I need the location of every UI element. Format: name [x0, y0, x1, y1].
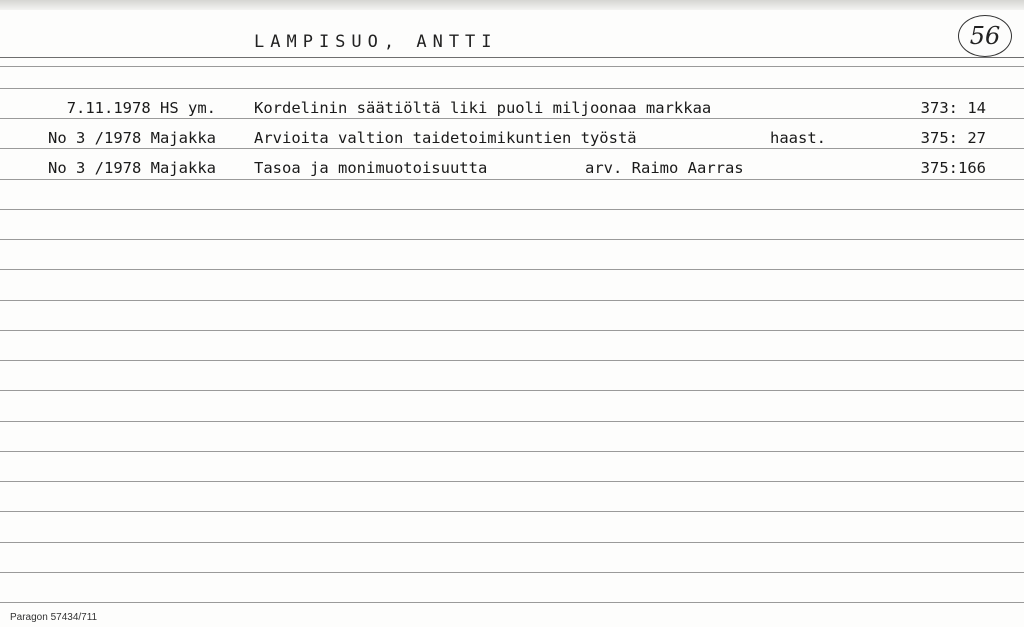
ruled-line: [0, 481, 1024, 482]
card-name: LAMPISUO, ANTTI: [254, 32, 498, 52]
entry-ref: 373: 14: [920, 99, 986, 117]
entry-row: [0, 99, 1024, 125]
ruled-line: [0, 269, 1024, 270]
ruled-line: [0, 421, 1024, 422]
ruled-line: [0, 66, 1024, 67]
ruled-line: [0, 511, 1024, 512]
entry-row: [0, 159, 1024, 185]
ruled-line: [0, 602, 1024, 603]
entry-source: No 3 /1978 Majakka: [48, 129, 216, 147]
ruled-line: [0, 542, 1024, 543]
ruled-line: [0, 390, 1024, 391]
entry-note: haast.: [770, 129, 826, 147]
entry-ref: 375: 27: [920, 129, 986, 147]
entry-source: 7.11.1978 HS ym.: [66, 99, 216, 117]
ruled-line: [0, 209, 1024, 210]
entry-ref: 375:166: [920, 159, 986, 177]
entry-source: No 3 /1978 Majakka: [48, 159, 216, 177]
card-top-edge: [0, 0, 1024, 10]
ruled-line: [0, 239, 1024, 240]
ruled-line: [0, 300, 1024, 301]
ruled-line: [0, 451, 1024, 452]
entry-row: [0, 129, 1024, 155]
ruled-line: [0, 360, 1024, 361]
entry-note: arv. Raimo Aarras: [585, 159, 744, 177]
card-number-circle: 56: [958, 15, 1012, 57]
ruled-line: [0, 572, 1024, 573]
entry-title: Tasoa ja monimuotoisuutta: [254, 159, 488, 177]
header-rule: [0, 57, 1024, 58]
ruled-line: [0, 88, 1024, 89]
card-footer-print: Paragon 57434/711: [10, 612, 98, 623]
entry-title: Kordelinin säätiöltä liki puoli miljoonaa markkaa: [254, 99, 712, 117]
entry-title: Arvioita valtion taidetoimikuntien työstä: [254, 129, 637, 147]
ruled-line: [0, 330, 1024, 331]
